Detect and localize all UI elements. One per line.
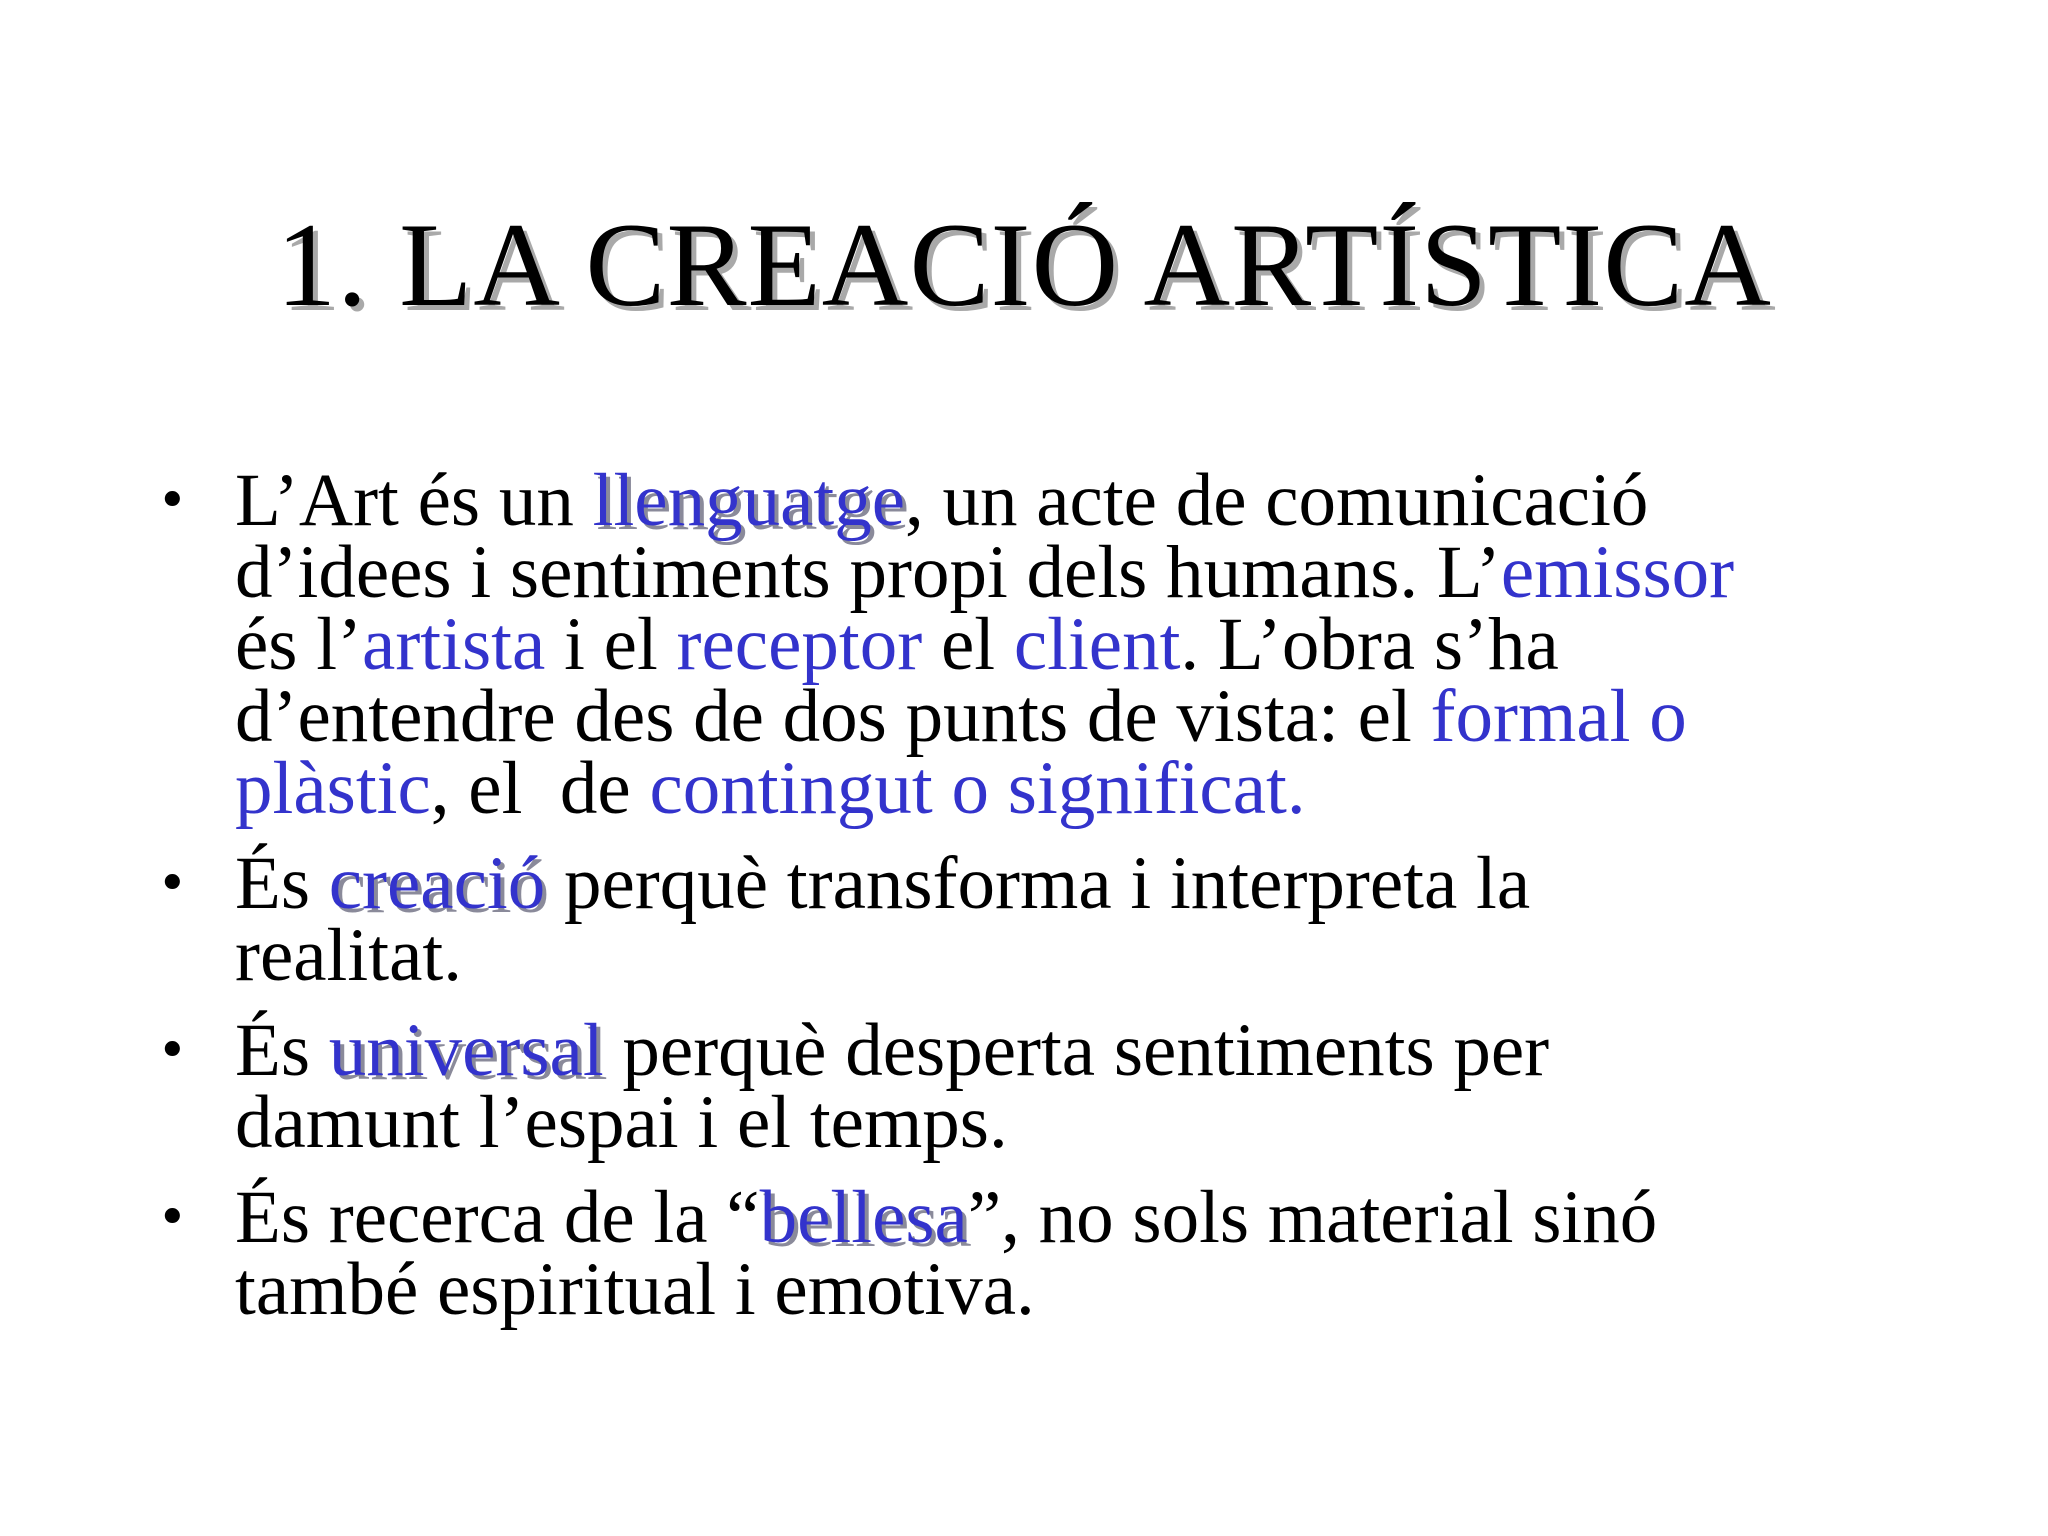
highlight-term: client (1013, 603, 1181, 686)
text-run: És (235, 842, 329, 925)
bullet-dot-icon: • (157, 471, 188, 531)
text-run: És (235, 1009, 329, 1092)
bullet-item (0, 459, 2048, 830)
highlight-term: receptor (676, 603, 923, 686)
text-run: L’Art és un (235, 459, 593, 542)
highlight-term: artista (362, 603, 546, 686)
text-line (235, 531, 1898, 614)
text-run: realitat. (235, 914, 462, 997)
highlight-term: bellesa (759, 1176, 968, 1259)
bullet-item (0, 1009, 2048, 1164)
text-run: perquè desperta sentiments per (603, 1009, 1550, 1092)
text-line (235, 747, 1898, 830)
text-run: , un acte de comunicació (905, 459, 1649, 542)
text-line (235, 842, 1898, 925)
text-line (235, 1248, 1898, 1331)
text-run: perquè transforma i interpreta la (545, 842, 1531, 925)
text-run: , el de (430, 747, 650, 830)
text-line (235, 1081, 1898, 1164)
text-line (235, 914, 1898, 997)
slide-title: 1. LA CREACIÓ ARTÍSTICA (276, 198, 1772, 331)
highlight-term: creació (328, 842, 546, 925)
text-run: també espiritual i emotiva. (235, 1248, 1035, 1331)
text-run: el (922, 603, 1014, 686)
highlight-term: llenguatge (592, 459, 905, 542)
bullet-item (0, 842, 2048, 997)
text-line (235, 459, 1898, 542)
highlight-term: formal o (1430, 675, 1687, 758)
text-run: damunt l’espai i el temps. (235, 1081, 1008, 1164)
text-run: . L’obra s’ha (1180, 603, 1559, 686)
highlight-term: plàstic (235, 747, 431, 830)
highlight-term: universal (328, 1009, 604, 1092)
bullet-dot-icon: • (157, 1021, 188, 1081)
text-line (235, 1009, 1898, 1092)
highlight-term: emissor (1500, 531, 1735, 614)
text-line (235, 675, 1898, 758)
text-run: i el (545, 603, 677, 686)
bullet-list (0, 459, 2048, 1349)
highlight-term: contingut o significat. (649, 747, 1306, 830)
text-run: d’entendre des de dos punts de vista: el (235, 675, 1431, 758)
text-run: és l’ (235, 603, 363, 686)
text-run: ”, no sols material sinó (967, 1176, 1658, 1259)
text-line (235, 1176, 1898, 1259)
bullet-dot-icon: • (157, 1188, 188, 1248)
text-run: d’idees i sentiments propi dels humans. L’ (235, 531, 1501, 614)
text-run: És recerca de la “ (235, 1176, 760, 1259)
bullet-dot-icon: • (157, 854, 188, 914)
text-line (235, 603, 1898, 686)
bullet-item (0, 1176, 2048, 1331)
